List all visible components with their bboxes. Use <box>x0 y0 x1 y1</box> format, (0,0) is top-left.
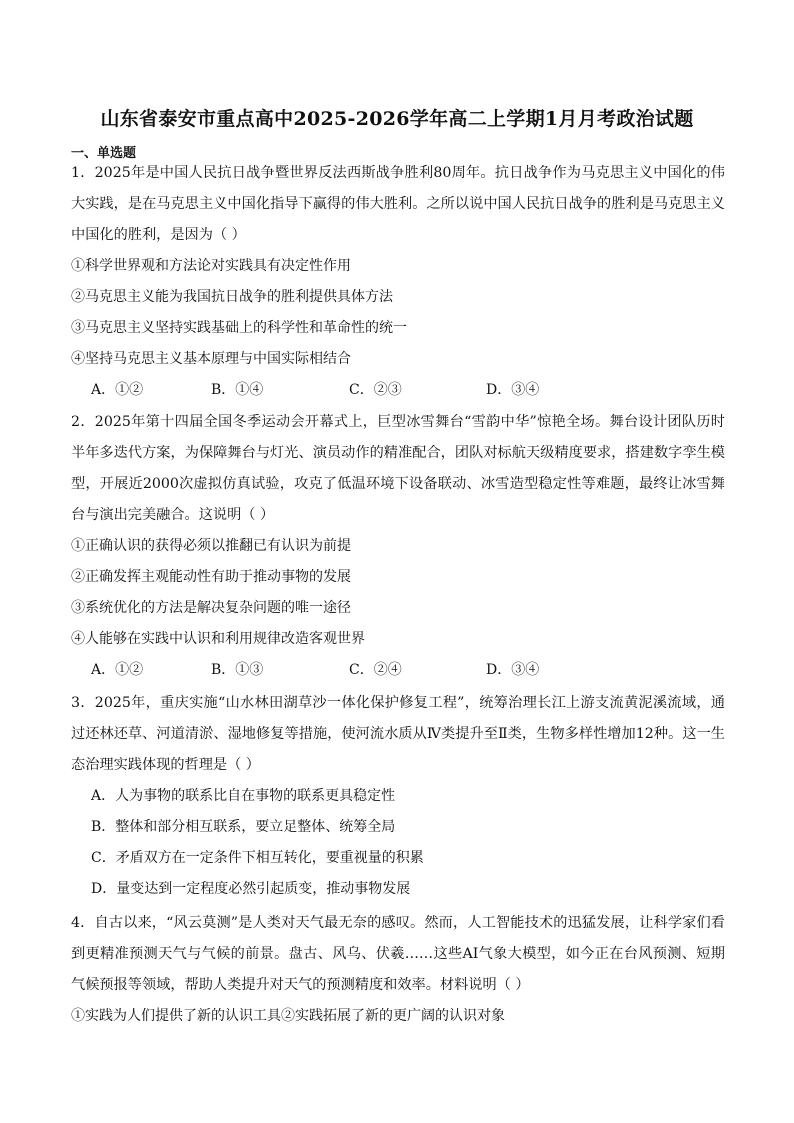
statement: ④坚持马克思主义基本原理与中国实际相结合 <box>71 351 351 367</box>
option-c[interactable]: C．②③ <box>349 382 402 398</box>
section-heading: 一、单选题 <box>71 146 137 161</box>
question-2 <box>71 407 725 686</box>
page-title: 山东省泰安市重点高中2025-2026学年高二上学期1月月考政治试题 <box>100 108 694 130</box>
statement: ③马克思主义坚持实践基础上的科学性和革命性的统一 <box>71 320 407 336</box>
options-row <box>71 375 725 406</box>
option-c[interactable]: C．矛盾双方在一定条件下相互转化，要重视量的积累 <box>91 850 424 866</box>
option-b[interactable]: B．整体和部分相互联系，要立足整体、统筹全局 <box>91 819 396 835</box>
question-4 <box>71 908 725 1032</box>
option-b[interactable]: B．①③ <box>211 662 264 678</box>
option-a[interactable]: A．①② <box>91 662 144 678</box>
option-a[interactable]: A．①② <box>91 382 144 398</box>
statement: ①正确认识的获得必须以推翻已有认识为前提 <box>71 538 351 554</box>
option-d[interactable]: D．③④ <box>486 382 540 398</box>
option-d[interactable]: D．量变达到一定程度必然引起质变，推动事物发展 <box>91 881 411 897</box>
question-stem: 1．2025年是中国人民抗日战争暨世界反法西斯战争胜利80周年。抗日战争作为马克思主义中国化的伟大实践，是在马克思主义中国化指导下赢得的伟大胜利。之所以说中国人民抗日战争的胜利是马克思主义中国化的胜利，是因为（ ） <box>71 165 725 243</box>
statement: ④人能够在实践中认识和利用规律改造客观世界 <box>71 631 365 647</box>
option-c[interactable]: C．②④ <box>349 662 402 678</box>
question-stem: 3．2025年，重庆实施“山水林田湖草沙一体化保护修复工程”，统筹治理长江上游支流黄泥溪流域，通过还林还草、河道清淤、湿地修复等措施，使河流水质从Ⅳ类提升至Ⅱ类，生物多样性增加12种。这一生态治理实践体现的哲理是（ ） <box>71 695 725 773</box>
statement: ②正确发挥主观能动性有助于推动事物的发展 <box>71 569 351 585</box>
statement: ①科学世界观和方法论对实践具有决定性作用 <box>71 258 351 274</box>
question-stem: 2．2025年第十四届全国冬季运动会开幕式上，巨型冰雪舞台“雪韵中华”惊艳全场。舞台设计团队历时半年多迭代方案，为保障舞台与灯光、演员动作的精准配合，团队对标航天级精度要求，搭建数字孪生模型，开展近2000次虚拟仿真试验，攻克了低温环境下设备联动、冰雪造型稳定性等难题，最终让冰雪舞台与演出完美融合。这说明（ ） <box>71 414 725 523</box>
option-a[interactable]: A．人为事物的联系比自在事物的联系更具稳定性 <box>91 788 396 804</box>
statement: ①实践为人们提供了新的认识工具②实践拓展了新的更广阔的认识对象 <box>71 1008 505 1024</box>
statement: ②马克思主义能为我国抗日战争的胜利提供具体方法 <box>71 289 393 305</box>
option-b[interactable]: B．①④ <box>211 382 264 398</box>
question-1 <box>71 158 725 406</box>
statement: ③系统优化的方法是解决复杂问题的唯一途径 <box>71 600 351 616</box>
options-row <box>71 655 725 686</box>
question-stem: 4．自古以来，“风云莫测”是人类对天气最无奈的感叹。然而，人工智能技术的迅猛发展，让科学家们看到更精准预测天气与气候的前景。盘古、风乌、伏羲……这些AI气象大模型，如今正在台风预测、短期气候预报等领域，帮助人类提升对天气的预测精度和效率。材料说明（ ） <box>71 915 725 993</box>
question-3 <box>71 688 725 905</box>
option-d[interactable]: D．③④ <box>486 662 540 678</box>
